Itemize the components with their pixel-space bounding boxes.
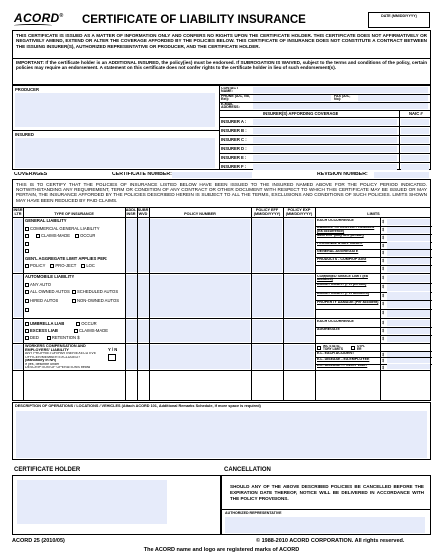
insurer-label: INSURER E : xyxy=(221,155,247,160)
gl-claims-made-checkbox[interactable] xyxy=(36,234,40,238)
limit-label: EACH OCCURRENCE xyxy=(317,319,354,323)
cert-holder-field[interactable] xyxy=(17,480,167,524)
limit-label: BODILY INJURY (Per accident) xyxy=(317,292,369,296)
insured-field[interactable] xyxy=(15,138,215,168)
limit-row xyxy=(315,319,432,327)
coverages-table xyxy=(12,179,431,401)
insurer-name-field[interactable] xyxy=(253,137,397,143)
limit-row xyxy=(315,226,432,234)
insurer-naic-field[interactable] xyxy=(401,164,429,170)
gl-project-label: PRO-JECT xyxy=(55,263,77,268)
gl-blank-row-2[interactable] xyxy=(25,248,30,253)
date-label: DATE (MM/DD/YYYY) xyxy=(381,14,417,18)
limit-row xyxy=(315,309,432,318)
limit-row xyxy=(315,335,432,343)
limit-row xyxy=(315,327,432,335)
limit-amount-field[interactable] xyxy=(387,352,430,357)
limit-row xyxy=(315,218,432,226)
email-field[interactable] xyxy=(253,103,428,109)
wc-title: WORKERS COMPENSATION AND EMPLOYERS' LIABILITY xyxy=(25,344,86,352)
limit-amount-field[interactable] xyxy=(387,301,430,308)
intro-text: THIS CERTIFICATE IS ISSUED AS A MATTER OF INFORMATION ONLY AND CONFERS NO RIGHTS UPON THE CERTIFICATE HOLDER. THIS CERTIFICATE DOES NOT AFFIRMATIVELY OR NEGATIVELY AMEND, EXTEND OR ALTER THE COVERAGE AFFORDED BY THE POLICIES BELOW. THIS CERTIFICATE OF INSURANCE DOES NOT CONSTITUTE A CONTRACT BETWEEN THE ISSUING INSURER(S), AUTHORIZED REPRESENTATIVE OR PRODUCER, AND THE CERTIFICATE HOLDER. xyxy=(16,32,427,49)
dollar-sign: $ xyxy=(382,242,385,248)
insurer-label: INSURER F : xyxy=(221,164,247,169)
auto-scheduled-row[interactable] xyxy=(72,289,118,294)
coverages-header xyxy=(12,171,431,179)
acord-logo-text: ACORD xyxy=(14,11,60,25)
gl-aggregate-label: GEN'L AGGREGATE LIMIT APPLIES PER: xyxy=(25,256,108,261)
dollar-sign: $ xyxy=(382,358,385,364)
policy-cell-field[interactable] xyxy=(138,219,149,272)
footer-trademark: The ACORD name and logo are registered marks of ACORD xyxy=(143,547,300,553)
wc-section xyxy=(24,344,124,370)
revision-label: REVISION NUMBER: xyxy=(317,172,368,177)
limit-label: PROPERTY DAMAGE (Per accident) xyxy=(317,300,379,304)
limit-amount-field[interactable] xyxy=(387,328,430,334)
page-title: CERTIFICATE OF LIABILITY INSURANCE xyxy=(82,14,306,26)
limit-label: E.L. DISEASE - POLICY LIMIT xyxy=(317,364,368,368)
limit-label: PERSONAL & ADV INJURY xyxy=(317,242,363,246)
date-box[interactable] xyxy=(368,12,430,28)
limit-amount-field[interactable] xyxy=(387,320,430,326)
insurer-naic-field[interactable] xyxy=(401,128,429,134)
wc-q4: If yes, describe under xyxy=(25,362,60,366)
limit-amount-field[interactable] xyxy=(387,250,430,256)
dollar-sign: $ xyxy=(382,320,385,325)
cert-number-field[interactable] xyxy=(172,172,252,178)
wc-statutory-label: WC STATU-TORY LIMITS xyxy=(323,344,343,351)
coverages-label: COVERAGES xyxy=(14,172,48,177)
auto-any-row[interactable] xyxy=(25,282,51,287)
gl-policy-checkbox[interactable] xyxy=(25,264,29,268)
insurer-name-field[interactable] xyxy=(253,119,397,125)
excess-claims-made-checkbox[interactable] xyxy=(74,329,78,333)
dollar-sign: $ xyxy=(382,301,385,307)
umbrella-row[interactable] xyxy=(25,321,97,326)
col-policy-number: POLICY NUMBER xyxy=(184,212,216,216)
contact-name-field[interactable] xyxy=(253,87,428,93)
auto-all-owned-row[interactable] xyxy=(25,289,70,294)
limit-row xyxy=(315,242,432,250)
gl-loc-label: LOC xyxy=(86,263,95,268)
limit-label: AGGREGATE xyxy=(317,327,340,331)
insurer-name-field[interactable] xyxy=(253,128,397,134)
policy-cell-field[interactable] xyxy=(126,219,137,272)
insurer-name-field[interactable] xyxy=(253,164,397,170)
auto-non-owned-checkbox[interactable] xyxy=(72,299,76,303)
limit-label: MED EXP (Any one person) xyxy=(317,234,364,238)
policy-cell-field[interactable] xyxy=(252,345,282,369)
limit-label: E.L. EACH ACCIDENT xyxy=(317,351,355,355)
gl-occur-checkbox[interactable] xyxy=(75,234,79,238)
insurer-row[interactable] xyxy=(219,135,430,144)
wc-q5: DESCRIPTION OF OPERATIONS below xyxy=(25,366,91,369)
col-limits: LIMITS xyxy=(367,212,380,216)
umbrella-checkbox[interactable] xyxy=(25,322,29,326)
gl-spacer-checkbox[interactable] xyxy=(25,234,29,238)
policy-cell-field[interactable] xyxy=(14,345,23,369)
cert-number-label: CERTIFICATE NUMBER: xyxy=(112,172,172,177)
gl-cgl-checkbox[interactable] xyxy=(25,227,29,231)
insurer-naic-field[interactable] xyxy=(401,146,429,152)
policy-cell-field[interactable] xyxy=(126,275,137,317)
excess-claims-made-label: CLAIMS-MADE xyxy=(78,328,109,333)
contact-phone-label: PHONE (A/C, No, Ext): xyxy=(221,94,250,102)
description-label: DESCRIPTION OF OPERATIONS / LOCATIONS / VEHICLES (Attach ACORD 101, Additional Remarks Schedule, if more space is required) xyxy=(15,404,261,408)
important-text: IMPORTANT: If the certificate holder is an ADDITIONAL INSURED, the policy(ies) must be endorsed. If SUBROGATION IS WAIVED, subject to the terms and conditions of the policy, certain policies may require an endorsement. A statement on this certificate does not confer rights to the certificate holder in lieu of such endorsement(s). xyxy=(16,59,427,71)
policy-cell-field[interactable] xyxy=(252,275,282,317)
policy-cell-field[interactable] xyxy=(126,320,137,342)
gl-loc-checkbox[interactable] xyxy=(81,264,85,268)
dollar-sign: $ xyxy=(382,336,385,341)
limit-amount-field[interactable] xyxy=(387,364,430,369)
limit-amount-field[interactable] xyxy=(387,219,430,225)
policy-cell-field[interactable] xyxy=(284,219,314,272)
auto-non-owned-label: NON-OWNED AUTOS xyxy=(77,298,120,303)
insurer-name-field[interactable] xyxy=(253,155,397,161)
policy-cell-field[interactable] xyxy=(252,219,282,272)
col-addl: ADDL INSR xyxy=(125,208,137,216)
limit-amount-field[interactable] xyxy=(387,358,430,363)
ded-row[interactable] xyxy=(25,335,80,340)
wc-statutory-checkbox[interactable] xyxy=(317,346,321,350)
retention-label: RETENTION $ xyxy=(51,335,80,340)
limit-amount-field[interactable] xyxy=(387,310,430,317)
policy-cell-field[interactable] xyxy=(284,275,314,317)
policy-cell-field[interactable] xyxy=(14,320,23,342)
retention-checkbox[interactable] xyxy=(47,336,51,340)
insurer-row[interactable] xyxy=(219,144,430,153)
auto-hired-row[interactable] xyxy=(25,298,58,303)
cert-holder-header: CERTIFICATE HOLDER xyxy=(14,467,81,473)
limit-row xyxy=(315,274,432,283)
excess-label: EXCESS LIAB xyxy=(30,328,58,333)
limit-amount-field[interactable] xyxy=(387,292,430,299)
insurer-row[interactable] xyxy=(219,117,430,126)
cancellation-text: SHOULD ANY OF THE ABOVE DESCRIBED POLICIES BE CANCELLED BEFORE THE EXPIRATION DATE THEREOF, NOTICE WILL BE DELIVERED IN ACCORDANCE WITH THE POLICY PROVISIONS. xyxy=(230,484,424,501)
auto-all-owned-label: ALL OWNED AUTOS xyxy=(30,289,70,294)
dollar-sign: $ xyxy=(382,258,385,264)
policy-cell-field[interactable] xyxy=(138,345,149,369)
gl-title: GENERAL LIABILITY xyxy=(25,218,67,223)
fax-field[interactable] xyxy=(358,95,428,101)
insurer-label: INSURER A : xyxy=(221,119,247,124)
cert-holder-box xyxy=(12,475,221,535)
col-insr-ltr: INSR LTR xyxy=(13,208,23,216)
wc-statutory-row xyxy=(315,344,432,351)
gl-section xyxy=(24,218,124,273)
policy-cell-field[interactable] xyxy=(150,219,250,272)
insurer-row[interactable] xyxy=(219,162,430,171)
auto-scheduled-label: SCHEDULED AUTOS xyxy=(77,289,119,294)
auto-hired-checkbox[interactable] xyxy=(25,299,29,303)
producer-field[interactable] xyxy=(15,93,215,127)
limit-row xyxy=(315,257,432,265)
limit-amount-field[interactable] xyxy=(387,235,430,241)
policy-cell-field[interactable] xyxy=(126,345,137,369)
policy-cell-field[interactable] xyxy=(138,275,149,317)
col-eff: POLICY EFF (MM/DD/YYYY) xyxy=(253,208,281,216)
umbrella-occur-label: OCCUR xyxy=(81,321,97,326)
acord-logo-swoosh xyxy=(14,24,52,27)
insured-label: INSURED xyxy=(15,132,34,137)
description-field[interactable] xyxy=(16,411,427,458)
limit-row xyxy=(315,249,432,257)
producer-insured-block xyxy=(12,85,431,170)
auto-title: AUTOMOBILE LIABILITY xyxy=(25,274,75,279)
gl-cgl-row[interactable] xyxy=(25,226,100,231)
insurer-label: INSURER B : xyxy=(221,128,247,133)
wc-q2: OFFICER/MEMBER EXCLUDED? xyxy=(25,355,81,359)
auto-section xyxy=(24,274,124,318)
limit-row xyxy=(315,234,432,242)
insurer-naic-field[interactable] xyxy=(401,137,429,143)
dollar-sign: $ xyxy=(382,310,385,316)
contact-name-label: CONTACT NAME: xyxy=(221,86,239,94)
dollar-sign: $ xyxy=(382,352,385,357)
contact-fax-label: FAX (A/C, No): xyxy=(334,94,351,102)
acord-logo xyxy=(14,11,63,25)
gl-occur-label: OCCUR xyxy=(80,233,96,238)
limit-label: E.L. DISEASE - EA EMPLOYEE xyxy=(317,357,370,361)
policy-cell-field[interactable] xyxy=(14,219,23,272)
excess-row[interactable] xyxy=(25,328,108,333)
dollar-sign: $ xyxy=(382,292,385,298)
gl-cgl-label: COMMERCIAL GENERAL LIABILITY xyxy=(30,226,100,231)
cancellation-header: CANCELLATION xyxy=(224,467,271,473)
dollar-sign: $ xyxy=(382,275,385,280)
insurer-name-field[interactable] xyxy=(253,146,397,152)
limit-row xyxy=(315,265,432,273)
policy-cell-field[interactable] xyxy=(150,320,250,342)
phone-field[interactable] xyxy=(253,95,331,101)
description-box xyxy=(12,402,431,460)
limit-row xyxy=(315,300,432,309)
limit-amount-field[interactable] xyxy=(387,266,430,272)
authorized-rep-field[interactable] xyxy=(225,517,425,533)
policy-cell-field[interactable] xyxy=(150,345,250,369)
insurers-header: INSURER(S) AFFORDING COVERAGE xyxy=(263,111,339,116)
dollar-sign: $ xyxy=(382,283,385,289)
gl-aggregate-row[interactable] xyxy=(25,263,95,268)
gl-policy-label: POLICY xyxy=(30,263,46,268)
policy-cell-field[interactable] xyxy=(138,320,149,342)
dollar-sign: $ xyxy=(382,234,385,240)
insurer-label: INSURER D : xyxy=(221,146,247,151)
limit-amount-field[interactable] xyxy=(387,284,430,291)
naic-label: NAIC # xyxy=(409,111,423,116)
wc-q1: ANY PROPRIETOR/PARTNER/EXECUTIVE xyxy=(25,352,97,355)
wc-yn: Y / N xyxy=(108,347,118,352)
limit-row xyxy=(315,364,432,370)
policy-cell-field[interactable] xyxy=(284,320,314,342)
insurer-naic-field[interactable] xyxy=(401,119,429,125)
auto-blank-row[interactable] xyxy=(25,307,30,312)
limit-amount-field[interactable] xyxy=(387,336,430,342)
limit-label: PRODUCTS - COMP/OP AGG xyxy=(317,257,367,261)
coverages-text: THIS IS TO CERTIFY THAT THE POLICIES OF INSURANCE LISTED BELOW HAVE BEEN ISSUED TO THE INSURED NAMED ABOVE FOR THE POLICY PERIOD INDICATED. NOTWITHSTANDING ANY REQUIREMENT, TERM OR CONDITION OF ANY CONTRACT OR OTHER DOCUMENT WITH RESPECT TO WHICH THIS CERTIFICATE MAY BE ISSUED OR MAY PERTAIN, THE INSURANCE AFFORDED BY THE POLICIES DESCRIBED HEREIN IS SUBJECT TO ALL THE TERMS, EXCLUSIONS AND CONDITIONS OF SUCH POLICIES. LIMITS SHOWN MAY HAVE BEEN REDUCED BY PAID CLAIMS. xyxy=(16,181,427,203)
dollar-sign: $ xyxy=(382,250,385,256)
wc-q3: (Mandatory in NH) xyxy=(25,359,56,362)
col-exp: POLICY EXP (MM/DD/YYYY) xyxy=(285,208,313,216)
limit-row xyxy=(315,292,432,301)
dollar-sign: $ xyxy=(382,328,385,333)
limit-label: EACH OCCURRENCE xyxy=(317,218,354,222)
contact-email-label: E-MAIL ADDRESS: xyxy=(221,102,240,110)
producer-label: PRODUCER xyxy=(15,87,39,92)
policy-cell-field[interactable] xyxy=(284,345,314,369)
intro-box xyxy=(12,30,431,85)
auto-any-checkbox[interactable] xyxy=(25,283,29,287)
cancellation-box xyxy=(221,475,431,535)
limit-row xyxy=(315,283,432,292)
dollar-sign: $ xyxy=(382,226,385,232)
limit-label: GENERAL AGGREGATE xyxy=(317,249,359,253)
policy-cell-field[interactable] xyxy=(252,320,282,342)
excess-checkbox[interactable] xyxy=(25,329,29,333)
limit-label: COMBINED SINGLE LIMIT (Ea accident) xyxy=(317,274,368,282)
limit-amount-field[interactable] xyxy=(387,227,430,233)
revision-number-field[interactable] xyxy=(374,172,429,178)
dollar-sign: $ xyxy=(382,219,385,224)
col-subr: SUBR WVD xyxy=(137,208,149,216)
footer-copyright: © 1988-2010 ACORD CORPORATION. All rights reserved. xyxy=(256,538,405,544)
policy-cell-field[interactable] xyxy=(150,275,250,317)
umbrella-label: UMBRELLA LIAB xyxy=(30,321,65,326)
footer-form: ACORD 25 (2010/05) xyxy=(12,538,65,544)
wc-other-checkbox[interactable] xyxy=(351,346,355,350)
auto-scheduled-checkbox[interactable] xyxy=(72,290,76,294)
ded-checkbox[interactable] xyxy=(25,336,29,340)
dollar-sign: $ xyxy=(382,364,385,370)
gl-project-checkbox[interactable] xyxy=(50,264,54,268)
auto-hired-label: HIRED AUTOS xyxy=(30,298,59,303)
auto-any-label: ANY AUTO xyxy=(30,282,52,287)
auto-non-owned-row[interactable] xyxy=(72,298,119,303)
wc-other-label: OTH-ER xyxy=(357,344,365,351)
gl-claims-row[interactable] xyxy=(25,233,95,238)
gl-claims-made-label: CLAIMS-MADE xyxy=(41,233,71,238)
ded-label: DED xyxy=(30,335,39,340)
limit-amount-field[interactable] xyxy=(387,275,430,282)
limit-amount-field[interactable] xyxy=(387,258,430,264)
limit-label: BODILY INJURY (Per person) xyxy=(317,283,367,287)
insurer-row[interactable] xyxy=(219,153,430,162)
insurer-label: INSURER C : xyxy=(221,137,247,142)
col-type: TYPE OF INSURANCE xyxy=(54,212,94,216)
dollar-sign: $ xyxy=(382,266,385,272)
limit-label: DAMAGE TO RENTED PREMISES (Ea occurrence) xyxy=(317,226,375,234)
policy-cell-field[interactable] xyxy=(14,275,23,317)
registered-mark: ® xyxy=(59,13,64,19)
insurer-row[interactable] xyxy=(219,126,430,135)
limit-amount-field[interactable] xyxy=(387,242,430,248)
insurer-naic-field[interactable] xyxy=(401,155,429,161)
wc-yn-box[interactable] xyxy=(108,354,116,361)
gl-blank-row-1[interactable] xyxy=(25,241,30,246)
authorized-rep-label: AUTHORIZED REPRESENTATIVE xyxy=(225,511,282,515)
umbrella-section xyxy=(24,319,124,343)
umbrella-occur-checkbox[interactable] xyxy=(76,322,80,326)
auto-all-owned-checkbox[interactable] xyxy=(25,290,29,294)
